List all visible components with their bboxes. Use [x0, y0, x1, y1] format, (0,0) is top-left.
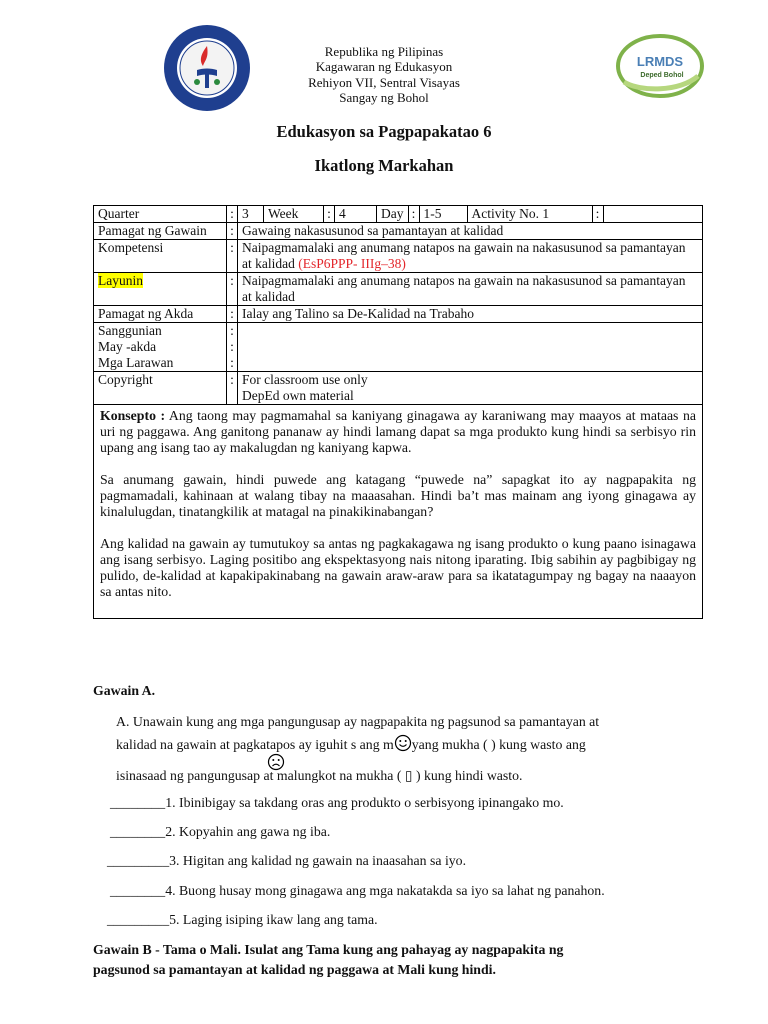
gawain-a-item	[110, 883, 605, 899]
colon: :	[230, 355, 234, 370]
kompetensi-label: Kompetensi	[94, 240, 227, 273]
copyright-row	[94, 372, 703, 405]
answer-blank: ________	[110, 795, 166, 810]
gawain-a-item	[107, 912, 378, 928]
header-department: Kagawaran ng Edukasyon	[315, 59, 453, 74]
item-text: 5. Laging isiping ikaw lang ang tama.	[169, 912, 378, 927]
kompetensi-value: Naipagmamalaki ang anumang natapos na gawain na nakasusunod sa pamantayan at kalidad	[242, 240, 686, 271]
mga-larawan-label: Mga Larawan	[98, 355, 174, 370]
sanggunian-label: Sanggunian	[98, 323, 162, 338]
instruction-text: yang mukha ( ) kung wasto ang	[411, 737, 586, 752]
gawain-a-item	[110, 824, 330, 840]
colons	[227, 323, 238, 372]
gawain-a-item	[107, 853, 466, 869]
quarter-title: Ikatlong Markahan	[314, 156, 454, 175]
may-akda-label: May -akda	[98, 339, 157, 354]
item-text: 4. Buong husay mong ginagawa ang mga nakatakda sa iyo sa lahat ng panahon.	[165, 883, 605, 898]
answer-blank: ________	[110, 883, 166, 898]
colon: :	[592, 206, 603, 223]
copyright-value-1: For classroom use only	[242, 372, 368, 387]
gawain-a-item	[110, 795, 564, 811]
pamagat-akda-row	[94, 306, 703, 323]
gawain-a-instruction-line-3	[116, 768, 522, 784]
answer-blank: _________	[107, 912, 170, 927]
layunin-label-cell	[94, 273, 227, 306]
competency-code: (EsP6PPP- IIIg–38)	[298, 256, 406, 271]
konsepto-row	[94, 405, 703, 619]
week-value: 4	[335, 206, 377, 223]
lrmds-logo-subtext: Deped Bohol	[640, 72, 684, 79]
colon: :	[230, 339, 234, 354]
konsepto-paragraph-3: Ang kalidad na gawain ay tumutukoy sa antas ng pagkakagawa ng isang produkto o kung paano isinagawa ang isang serbisyo. Laging positibo ang ekspektasyong nais nitong iparating. Ibig sabihin ay pagbibigay ng pulido, de-kalidad at kapakipakinabang na gawain araw-araw para sa ikatatagumpay ng bagay na naaayon sa antas nito.	[100, 536, 696, 599]
copyright-label: Copyright	[94, 372, 227, 405]
gawain-b-instruction-line-2: pagsunod sa pamantayan at kalidad ng paggawa at Mali kung hindi.	[93, 962, 496, 977]
instruction-text: kalidad na gawain at pagkatapos ay iguhit s ang m	[116, 737, 394, 752]
layunin-label: Layunin	[98, 273, 143, 288]
smiley-face-icon	[394, 734, 412, 750]
header-region: Rehiyon VII, Sentral Visayas	[308, 75, 460, 90]
konsepto-label: Konsepto :	[100, 408, 166, 423]
pamagat-gawain-value: Gawaing nakasusunod sa pamantayan at kalidad	[238, 223, 703, 240]
day-label: Day	[377, 206, 409, 223]
activity-info-table	[93, 205, 703, 619]
colon: :	[408, 206, 419, 223]
header-republic: Republika ng Pilipinas	[324, 44, 444, 59]
activity-label: Activity No. 1	[467, 206, 592, 223]
sanggunian-values	[238, 323, 703, 372]
activity-value	[603, 206, 703, 223]
instruction-text: isinasaad ng pangungusap at malungkot na mukha (	[116, 768, 405, 783]
sanggunian-labels	[94, 323, 227, 372]
answer-blank: ________	[110, 824, 166, 839]
konsepto-paragraph-2: Sa anumang gawain, hindi puwede ang katagang “puwede na” sapagkat ito ay nagpapakita ng pagmamadali, kahinaan at walang tibay na maaasahan. Hindi ba’t mas mainam ang iyong ginagawa ay kinalulugdan, tinatangkilik at matagal na pinakikinabangan?	[100, 472, 696, 519]
sanggunian-row	[94, 323, 703, 372]
quarter-row	[94, 206, 703, 223]
konsepto-paragraph-1	[100, 408, 696, 456]
copyright-values	[238, 372, 703, 405]
konsepto-text-1: Ang taong may pagmamahal sa kaniyang ginagawa ay karaniwang may maayos at mataas na uri ng paggawa. Ang ganitong pananaw ay hindi lamang dapat sa mga produkto kung hindi sa serbisyo rin upang ang isang tao ay makalugdan ng kaniyang kapwa.	[100, 408, 696, 455]
kompetensi-row	[94, 240, 703, 273]
week-label: Week	[264, 206, 324, 223]
copyright-value-2: DepEd own material	[242, 388, 354, 403]
quarter-value: 3	[238, 206, 264, 223]
colon: :	[227, 206, 238, 223]
gawain-b-instruction-line-1: Gawain B - Tama o Mali. Isulat ang Tama kung ang pahayag ay nagpapakita ng	[93, 942, 564, 957]
header-division: Sangay ng Bohol	[339, 90, 429, 105]
layunin-value: Naipagmamalaki ang anumang natapos na gawain na nakasusunod sa pamantayan at kalidad	[238, 273, 703, 306]
colon: :	[227, 372, 238, 405]
item-text: 2. Kopyahin ang gawa ng iba.	[165, 824, 331, 839]
pamagat-akda-label: Pamagat ng Akda	[94, 306, 227, 323]
quarter-label: Quarter	[94, 206, 227, 223]
colon: :	[227, 273, 238, 306]
subject-title: Edukasyon sa Pagpapakatao 6	[276, 122, 492, 141]
colon: :	[324, 206, 335, 223]
pamagat-gawain-row	[94, 223, 703, 240]
pamagat-gawain-label: Pamagat ng Gawain	[94, 223, 227, 240]
gawain-a-heading: Gawain A.	[93, 683, 156, 698]
konsepto-cell	[94, 405, 703, 619]
colon: :	[227, 306, 238, 323]
missing-glyph-box: ▯	[404, 768, 413, 783]
gawain-a-instruction-line-2	[116, 734, 586, 753]
lrmds-logo-text: LRMDS	[636, 54, 684, 69]
colon: :	[227, 240, 238, 273]
kompetensi-cell	[238, 240, 703, 273]
pamagat-akda-value: Ialay ang Talino sa De-Kalidad na Trabaho	[238, 306, 703, 323]
layunin-row	[94, 273, 703, 306]
colon: :	[227, 223, 238, 240]
item-text: 1. Ibinibigay sa takdang oras ang produkto o serbisyong ipinangako mo.	[165, 795, 564, 810]
answer-blank: _________	[107, 853, 170, 868]
instruction-text: ) kung hindi wasto.	[412, 768, 523, 783]
item-text: 3. Higitan ang kalidad ng gawain na inaasahan sa iyo.	[169, 853, 467, 868]
colon: :	[230, 323, 234, 338]
day-value: 1-5	[419, 206, 467, 223]
gawain-a-instruction-line-1: A. Unawain kung ang mga pangungusap ay nagpapakita ng pagsunod sa pamantayan at	[116, 714, 600, 729]
